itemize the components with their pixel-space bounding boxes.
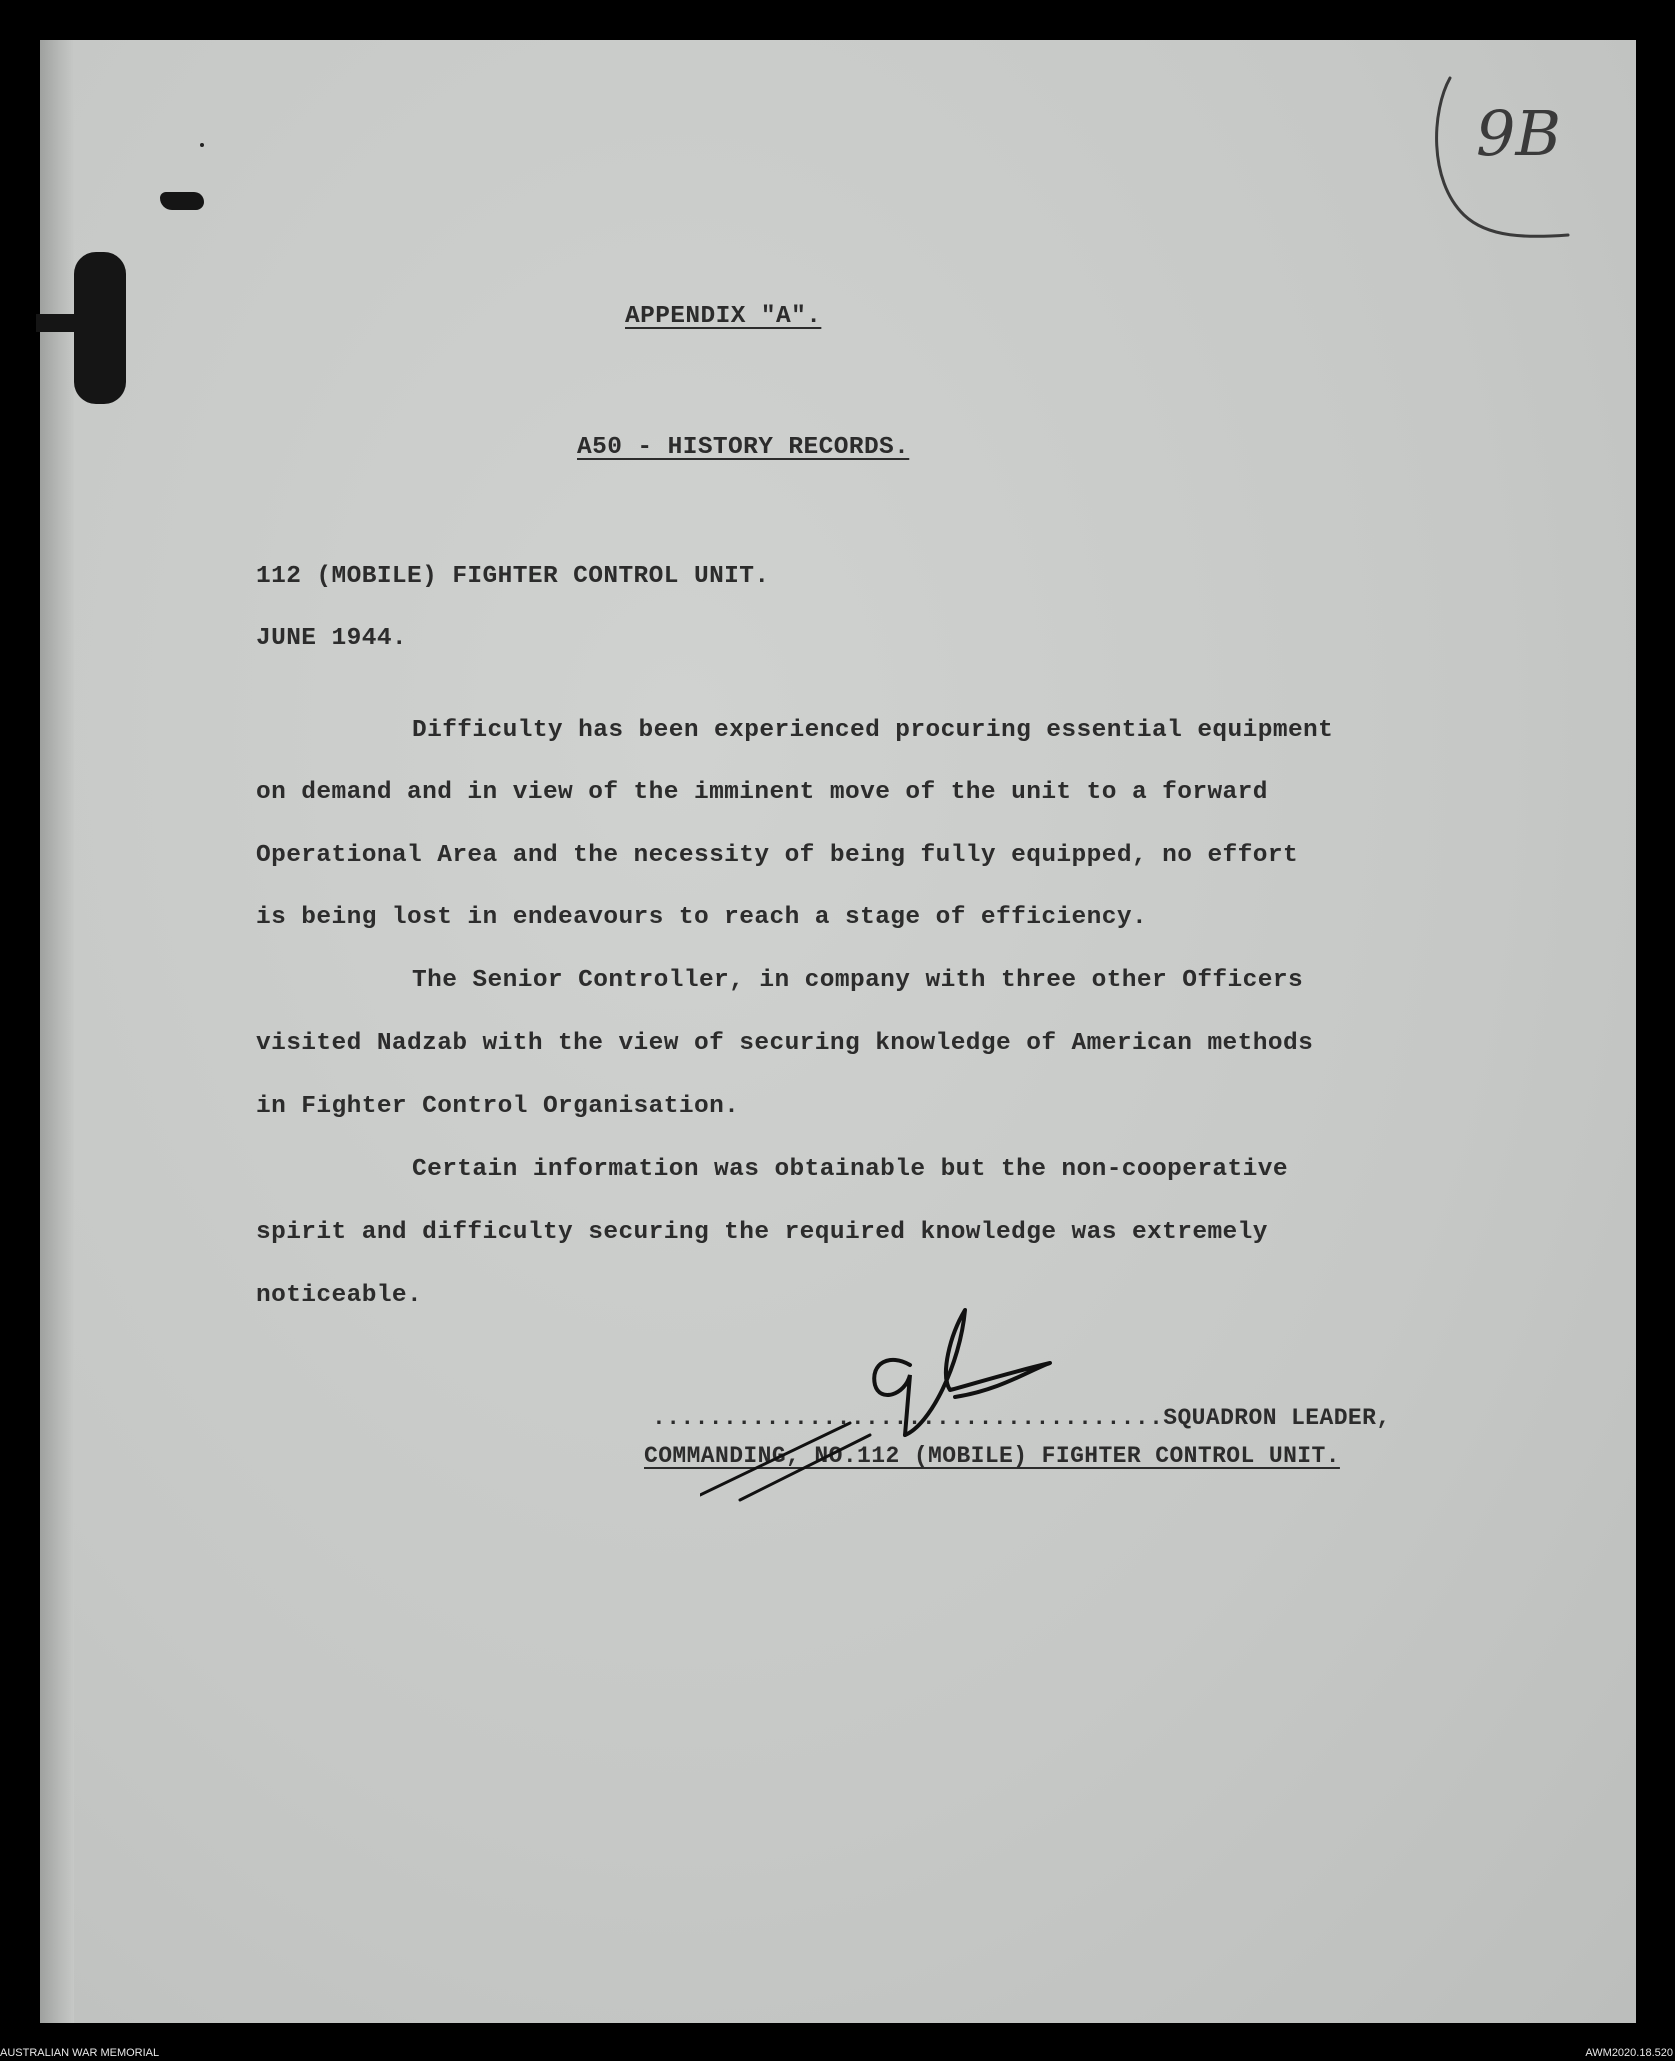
paragraph-line: Certain information was obtainable but the non-cooperative [412,1156,1288,1183]
paper-speck [200,143,204,147]
signature-rank-line: ....................................SQUADRON LEADER, [652,1405,1391,1431]
folio-number-text: 9B [1476,97,1562,170]
punch-hole-mark [160,192,204,210]
signature-title-line: COMMANDING, NO.112 (MOBILE) FIGHTER CONTROL UNIT. [644,1443,1340,1469]
paragraph-line: visited Nadzab with the view of securing knowledge of American methods [256,1030,1314,1057]
appendix-heading: APPENDIX "A". [625,303,822,330]
paragraph-line: in Fighter Control Organisation. [256,1093,740,1120]
paragraph-line: Operational Area and the necessity of being fully equipped, no effort [256,842,1299,869]
footer-accession-number: AWM2020.18.520 [1585,2047,1673,2059]
paragraph-line: is being lost in endeavours to reach a stage of efficiency. [256,904,1148,931]
unit-line: 112 (MOBILE) FIGHTER CONTROL UNIT. [256,563,770,590]
folio-number-handwritten [1428,70,1578,250]
paragraph-line: spirit and difficulty securing the required knowledge was extremely [256,1219,1268,1246]
handwritten-signature [700,1305,1060,1505]
paragraph-line: The Senior Controller, in company with three other Officers [412,967,1304,994]
date-line: JUNE 1944. [256,625,408,652]
footer-archive-label: AUSTRALIAN WAR MEMORIAL [0,2047,160,2059]
binder-clip [36,252,126,404]
paragraph-line: on demand and in view of the imminent move of the unit to a forward [256,779,1268,806]
section-heading: A50 - HISTORY RECORDS. [577,434,910,461]
paragraph-line: noticeable. [256,1282,423,1309]
paragraph-line: Difficulty has been experienced procuring essential equipment [412,717,1334,744]
